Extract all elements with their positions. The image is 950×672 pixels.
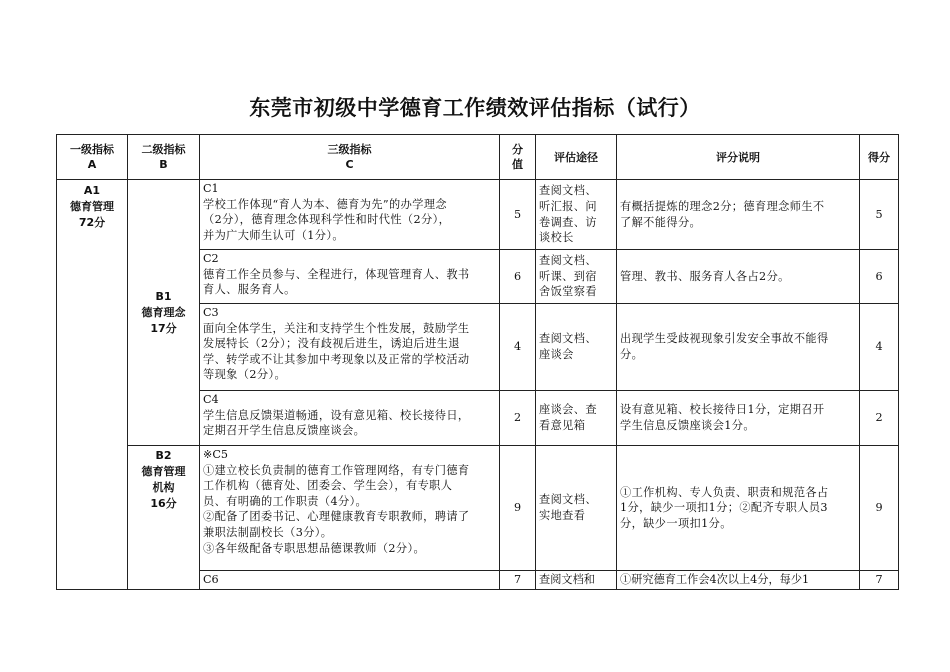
- c6-result: 7: [860, 571, 899, 590]
- c1-explanation: 有概括提炼的理念2分；德育理念师生不 了解不能得分。: [617, 180, 860, 250]
- level-b-cell-b2: [128, 446, 200, 590]
- c4-text: 学生信息反馈渠道畅通，设有意见箱、校长接待日， 定期召开学生信息反馈座谈会。: [203, 408, 470, 438]
- c2-cell: [200, 250, 500, 304]
- c5-score: 9: [500, 446, 536, 571]
- c6-explanation: ①研究德育工作会4次以上4分，每少1: [617, 571, 860, 590]
- c3-method: 查阅文档、 座谈会: [536, 304, 617, 391]
- b2-name-line2: 机构: [152, 481, 175, 494]
- c3-code: C3: [203, 306, 219, 319]
- b2-name-line1: 德育管理: [141, 465, 186, 478]
- b2-code: B2: [155, 449, 172, 462]
- c4-result: 2: [860, 391, 899, 446]
- evaluation-table: [56, 134, 899, 590]
- c5-cell: [200, 446, 500, 571]
- header-explanation: 评分说明: [617, 135, 860, 180]
- table-row: [57, 446, 899, 571]
- c4-score: 2: [500, 391, 536, 446]
- c1-score: 5: [500, 180, 536, 250]
- b1-name: 德育理念: [141, 305, 186, 319]
- c3-cell: [200, 304, 500, 391]
- c2-explanation: 管理、教书、服务育人各占2分。: [617, 250, 860, 304]
- c5-code: ※C5: [203, 448, 229, 461]
- header-level-b: 二级指标 B: [128, 135, 200, 180]
- c1-text: 学校工作体现“育人为本、德育为先”的办学理念 （2分），德育理念体现科学性和时代性（2分）， 并为广大师生认可（1分）。: [203, 197, 451, 242]
- c1-code: C1: [203, 182, 219, 195]
- c4-method: 座谈会、查 看意见箱: [536, 391, 617, 446]
- c2-text: 德育工作全员参与、全程进行，体现管理育人、教书 育人、服务育人。: [203, 267, 470, 297]
- c5-text: ①建立校长负责制的德育工作管理网络，有专门德育 工作机构（德育处、团委会、学生会），有专职人 员、有明确的工作职责（4分）。 ②配备了团委书记、心理健康教育专职教师，聘请了 兼职法制副校长（3分）。 ③各年级配备专职思想品德课教师（2分）。: [203, 463, 470, 555]
- c3-text: 面向全体学生，关注和支持学生个性发展，鼓励学生 发展特长（2分）；没有歧视后进生，诱迫后进生退 学、转学或不让其参加中考现象以及正常的学校活动 等现象（2分）。: [203, 321, 470, 382]
- level-a-cell-a1: [57, 180, 128, 590]
- level-b-cell-b1: [128, 180, 200, 446]
- c3-result: 4: [860, 304, 899, 391]
- c5-result: 9: [860, 446, 899, 571]
- c2-result: 6: [860, 250, 899, 304]
- c6-method: 查阅文档和: [536, 571, 617, 590]
- c2-code: C2: [203, 252, 219, 265]
- c6-code: C6: [203, 573, 219, 586]
- c1-cell: [200, 180, 500, 250]
- header-level-c: 三级指标 C: [200, 135, 500, 180]
- c2-method: 查阅文档、 听课、到宿 舍饭堂察看: [536, 250, 617, 304]
- c5-method: 查阅文档、 实地查看: [536, 446, 617, 571]
- b1-code: B1: [155, 289, 172, 303]
- b2-points: 16分: [150, 497, 177, 510]
- document-title: 东莞市初级中学德育工作绩效评估指标（试行）: [249, 96, 701, 120]
- header-score: 分 值: [500, 135, 536, 180]
- c2-score: 6: [500, 250, 536, 304]
- a1-name: 德育管理: [70, 200, 114, 213]
- a1-points: 72分: [78, 216, 106, 229]
- c5-explanation: ①工作机构、专人负责、职责和规范各占 1分，缺少一项扣1分；②配齐专职人员3 分，缺少一项扣1分。: [617, 446, 860, 571]
- c4-cell: [200, 391, 500, 446]
- a1-code: A1: [83, 184, 101, 197]
- c6-score: 7: [500, 571, 536, 590]
- c4-explanation: 设有意见箱、校长接待日1分，定期召开 学生信息反馈座谈会1分。: [617, 391, 860, 446]
- c3-explanation: 出现学生受歧视现象引发安全事故不能得 分。: [617, 304, 860, 391]
- b1-points: 17分: [150, 321, 177, 335]
- c1-method: 查阅文档、 听汇报、问 卷调查、访 谈校长: [536, 180, 617, 250]
- header-row: [57, 135, 899, 180]
- c3-score: 4: [500, 304, 536, 391]
- c4-code: C4: [203, 393, 219, 406]
- header-method: 评估途径: [536, 135, 617, 180]
- header-level-a: 一级指标 A: [57, 135, 128, 180]
- table-row: [57, 180, 899, 250]
- c6-cell: [200, 571, 500, 590]
- c1-result: 5: [860, 180, 899, 250]
- header-result: 得分: [860, 135, 899, 180]
